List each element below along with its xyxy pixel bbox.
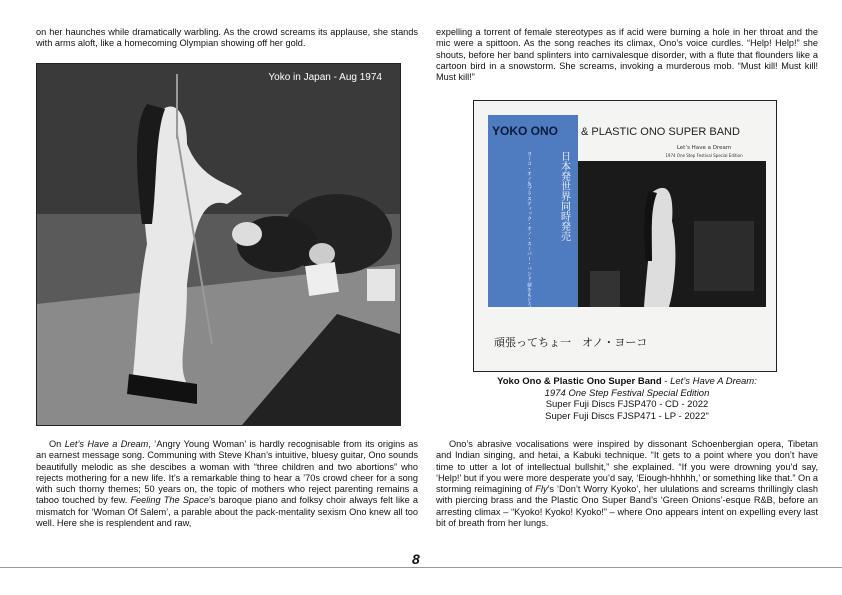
- caption-edition: 1974 One Step Festival Special Edition: [544, 387, 710, 399]
- cover-band: & PLASTIC ONO SUPER BAND: [581, 126, 740, 138]
- album-title-italic: Fly: [535, 484, 548, 495]
- cover-artist: YOKO ONO: [492, 124, 559, 138]
- text-run: Ono’s abrasive vocalisations were inspired by dissonant Schoenbergian opera, Tibetan and Indian singing, and hetai, a Kabuki technique. “It gets to a point where you don’t have time to utter a lot of intellectual bullshit,” she explained. “If you were drowning you’d say, ‘Help!’ but if you were more desperate you’d say, ‘Eiough-hhhhh,’ or something like that.” On a storming reimagining of: [436, 439, 818, 495]
- caption-cd: Super Fuji Discs FJSP470 - CD - 2022: [545, 399, 709, 410]
- paragraph: [36, 439, 418, 529]
- text-run: On: [49, 439, 65, 449]
- caption-line-1: [436, 376, 818, 388]
- concert-photo: [36, 63, 401, 426]
- left-column-top-text: [36, 27, 418, 50]
- paragraph: expelling a torrent of female stereotypes as if acid were burning a hole in her throat and the mic were a spittoon. As the song reaches its climax, Ono’s voice curdles. “Help! Help!” she shouts, before her band splinters into carnivalesque disorder, with a flute that flounders like a cartoon bird in a snowstorm. She screams, invoking a murderous mob. “Must kill! Must kill! Must kill!”: [436, 27, 818, 83]
- right-column-bottom-text: [436, 439, 818, 529]
- cover-signature: 頑張ってちょ一 オノ・ヨーコ: [494, 336, 648, 349]
- right-column-top-text: [436, 27, 818, 83]
- cover-japanese-small: ヨーコ・オノ＆プラスティック・オノ・スーパー・バンド 夢をもとう: [526, 151, 532, 308]
- album-title-italic: Feeling The Space: [130, 495, 209, 506]
- caption-artist: Yoko Ono & Plastic Ono Super Band: [497, 376, 662, 387]
- left-column-bottom-text: [36, 439, 418, 529]
- concert-photo-illustration: [37, 64, 400, 425]
- album-caption: [436, 376, 818, 422]
- text-run: ’s baroque piano and folksy choir always felt like a mismatch for ‘Woman Of Salem’, a parable about the pack-mentality sexism Ono knew all too well. Here she is resplendent and raw,: [36, 495, 419, 529]
- cover-title: Let’s Have a Dream: [676, 145, 732, 151]
- album-title-italic: Let’s Have a Dream: [64, 439, 149, 449]
- caption-sep: -: [661, 376, 671, 387]
- album-cover-illustration: [474, 101, 776, 371]
- page-number: 8: [412, 551, 420, 567]
- caption-lp: Super Fuji Discs FJSP471 - LP - 2022": [545, 410, 709, 422]
- paragraph: [436, 439, 818, 529]
- paragraph: on her haunches while dramatically warbling. As the crowd screams its applause, she stands with arms aloft, like a homecoming Olympian showing off her gold.: [36, 27, 418, 49]
- text-run: ’s ‘Don’t Worry Kyoko’, her ululations and screams thrillingly clash with piercing brass and the Plastic Ono Super Band’s ‘Green Onions’-esque R&B, before an arresting climax – “Kyoko! Kyoko! Kyoko!” – where Ono appears intent on expelling every last bit of breath from her lungs.: [436, 484, 819, 529]
- photo-caption: Yoko in Japan - Aug 1974: [268, 72, 382, 83]
- album-cover: [473, 100, 777, 372]
- caption-title: Let’s Have A Dream:: [670, 376, 757, 387]
- footer-divider: [0, 567, 842, 568]
- cover-subtitle: 1974 One Step Festival Special Edition: [665, 153, 743, 158]
- text-run: , ‘Angry Young Woman’ is hardly recognisable from its origins as an earnest message song. Communing with Steve Khan’s intuitive, bluesy guitar, Ono sounds beautifully melodic as she descibes a woman with “three children and two abortions” who rejects mothering for a new life. It’s a remarkable thing to hear a ’70s crowd cheer for a song with such thorny themes; 50 years on, the topic of mothers who reject parenting remains a taboo touched by few.: [36, 439, 418, 506]
- cover-japanese-vertical: 日本発世界同時発売: [558, 151, 570, 241]
